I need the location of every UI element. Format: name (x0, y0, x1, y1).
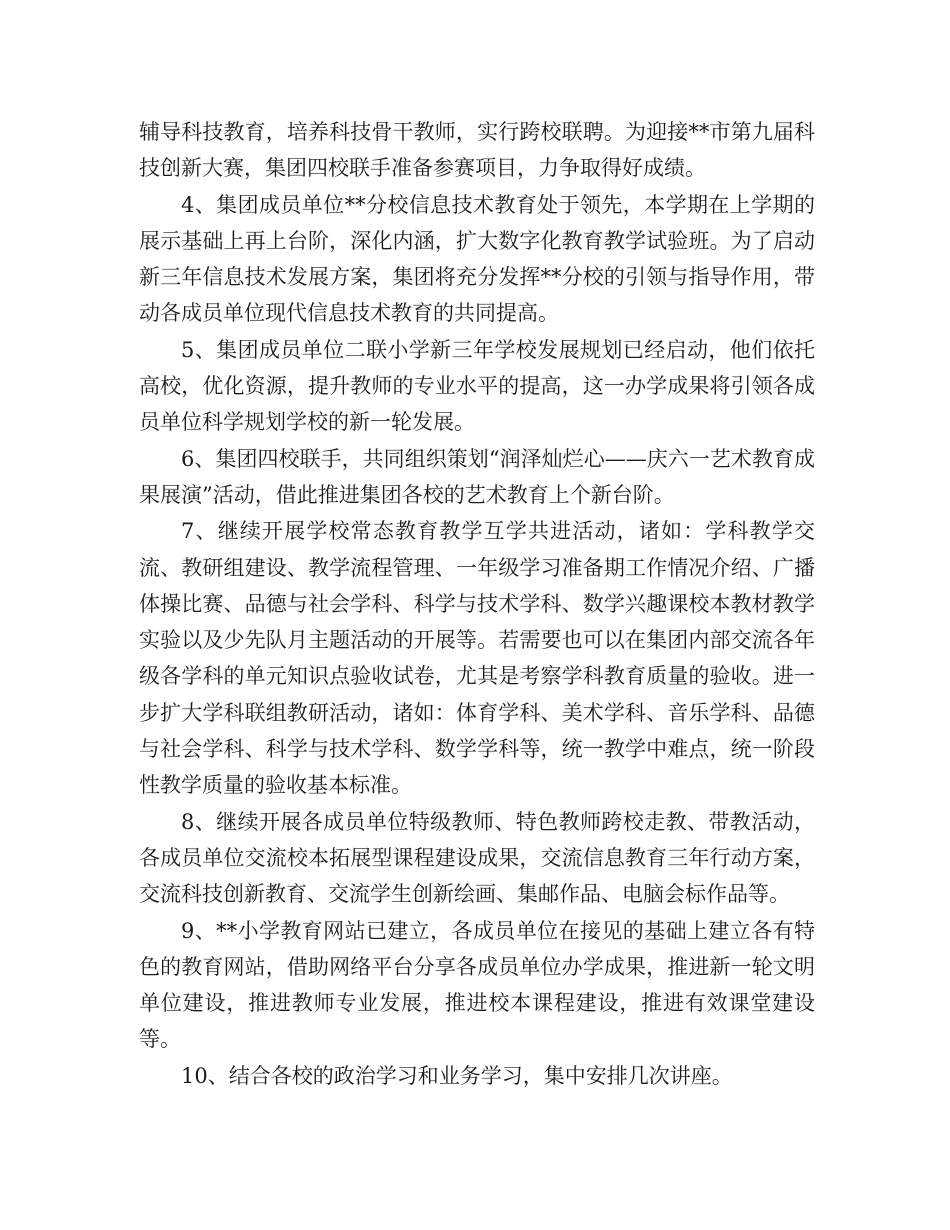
paragraph-item-9: 9、**小学教育网站已建立，各成员单位在接见的基础上建立各有特色的教育网站，借助网络平台分享各成员单位办学成果，推进新一轮文明单位建设，推进教师专业发展，推进校本课程建设，推进有效课堂建设等。 (139, 918, 815, 1052)
paragraph-item-7: 7、继续开展学校常态教育教学互学共进活动，诸如：学科教学交流、教研组建设、教学流程管理、一年级学习准备期工作情况介绍、广播体操比赛、品德与社会学科、科学与技术学科、数学兴趣课校本教材教学实验以及少先队月主题活动的开展等。若需要也可以在集团内部交流各年级各学科的单元知识点验收试卷，尤其是考察学科教育质量的验收。进一步扩大学科联组教研活动，诸如：体育学科、美术学科、音乐学科、品德与社会学科、科学与技术学科、数学学科等，统一教学中难点，统一阶段性教学质量的验收基本标准。 (139, 519, 815, 798)
paragraph-continued: 辅导科技教育，培养科技骨干教师，实行跨校联聘。为迎接**市第九届科技创新大赛，集团四校联手准备参赛项目，力争取得好成绩。 (139, 120, 815, 181)
paragraph-item-10: 10、结合各校的政治学习和业务学习，集中安排几次讲座。 (181, 1063, 733, 1088)
paragraph-item-4: 4、集团成员单位**分校信息技术教育处于领先，本学期在上学期的展示基础上再上台阶，深化内涵，扩大数字化教育教学试验班。为了启动新三年信息技术发展方案，集团将充分发挥**分校的引领与指导作用，带动各成员单位现代信息技术教育的共同提高。 (139, 192, 815, 326)
paragraph-item-6: 6、集团四校联手，共同组织策划“润泽灿烂心——庆六一艺术教育成果展演”活动，借此推进集团各校的艺术教育上个新台阶。 (139, 446, 815, 507)
document-body (139, 114, 815, 1094)
paragraph-item-8: 8、继续开展各成员单位特级教师、特色教师跨校走教、带教活动，各成员单位交流校本拓展型课程建设成果，交流信息教育三年行动方案，交流科技创新教育、交流学生创新绘画、集邮作品、电脑会标作品等。 (139, 809, 815, 907)
paragraph-item-5: 5、集团成员单位二联小学新三年学校发展规划已经启动，他们依托高校，优化资源，提升教师的专业水平的提高，这一办学成果将引领各成员单位科学规划学校的新一轮发展。 (139, 337, 815, 435)
